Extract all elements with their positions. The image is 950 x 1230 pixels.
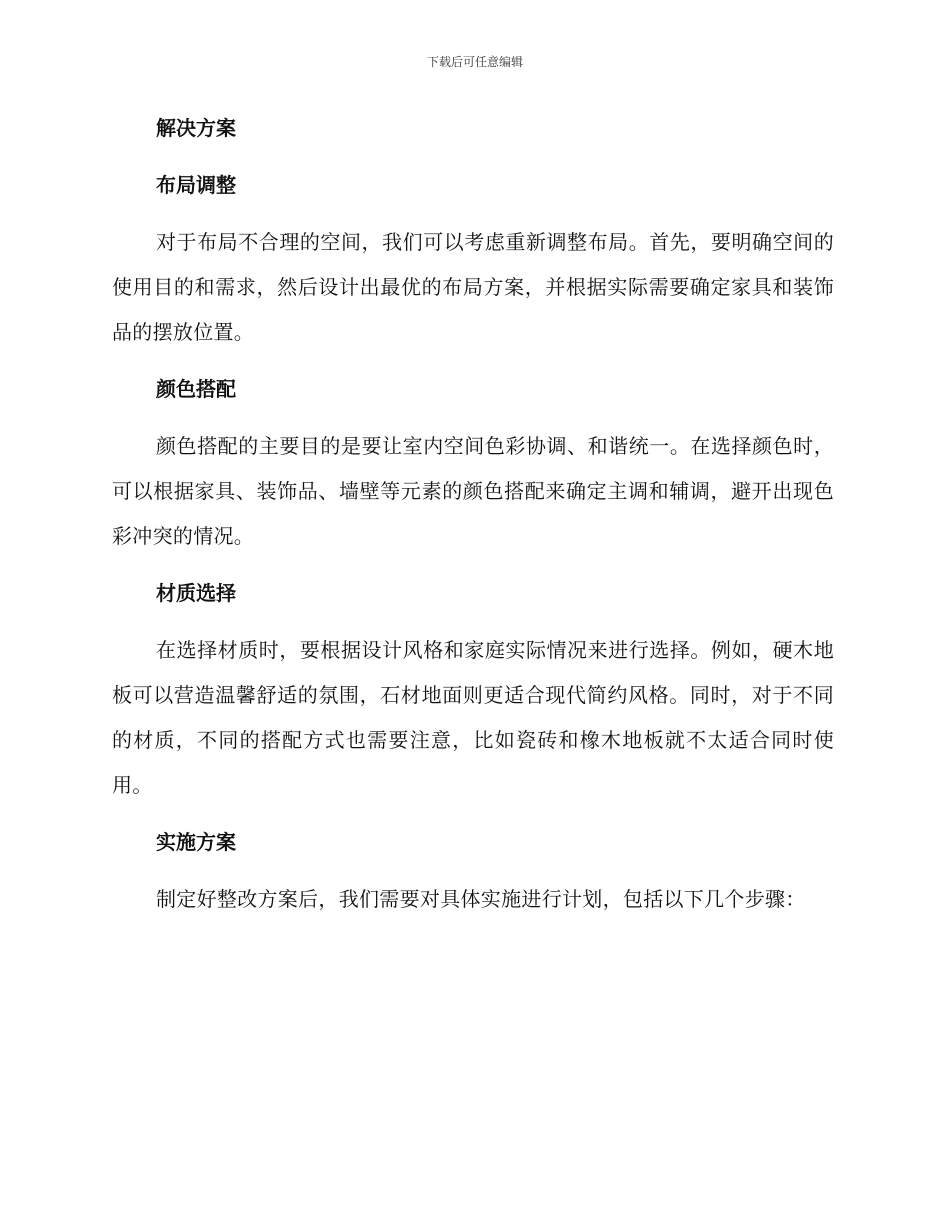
heading-implementation-plan: 实施方案	[156, 830, 236, 854]
document-body	[112, 106, 834, 934]
heading-color-matching: 颜色搭配	[156, 377, 236, 401]
heading-solution: 解决方案	[156, 116, 236, 140]
paragraph-material-selection: 在选择材质时，要根据设计风格和家庭实际情况来进行选择。例如，硬木地板可以营造温馨舒适的氛围，石材地面则更适合现代简约风格。同时，对于不同的材质，不同的搭配方式也需要注意，比如瓷砖和橡木地板就不太适合同时使用。	[112, 638, 834, 797]
paragraph-layout-adjustment: 对于布局不合理的空间，我们可以考虑重新调整布局。首先，要明确空间的使用目的和需求，然后设计出最优的布局方案，并根据实际需要确定家具和装饰品的摆放位置。	[112, 230, 834, 344]
paragraph-implementation-plan: 制定好整改方案后，我们需要对具体实施进行计划，包括以下几个步骤：	[156, 887, 806, 911]
heading-material-selection: 材质选择	[156, 581, 236, 605]
heading-layout-adjustment: 布局调整	[156, 173, 236, 197]
page-header: 下载后可任意编辑	[426, 55, 523, 69]
paragraph-color-matching: 颜色搭配的主要目的是要让室内空间色彩协调、和谐统一。在选择颜色时，可以根据家具、装饰品、墙壁等元素的颜色搭配来确定主调和辅调，避开出现色彩冲突的情况。	[112, 434, 834, 548]
